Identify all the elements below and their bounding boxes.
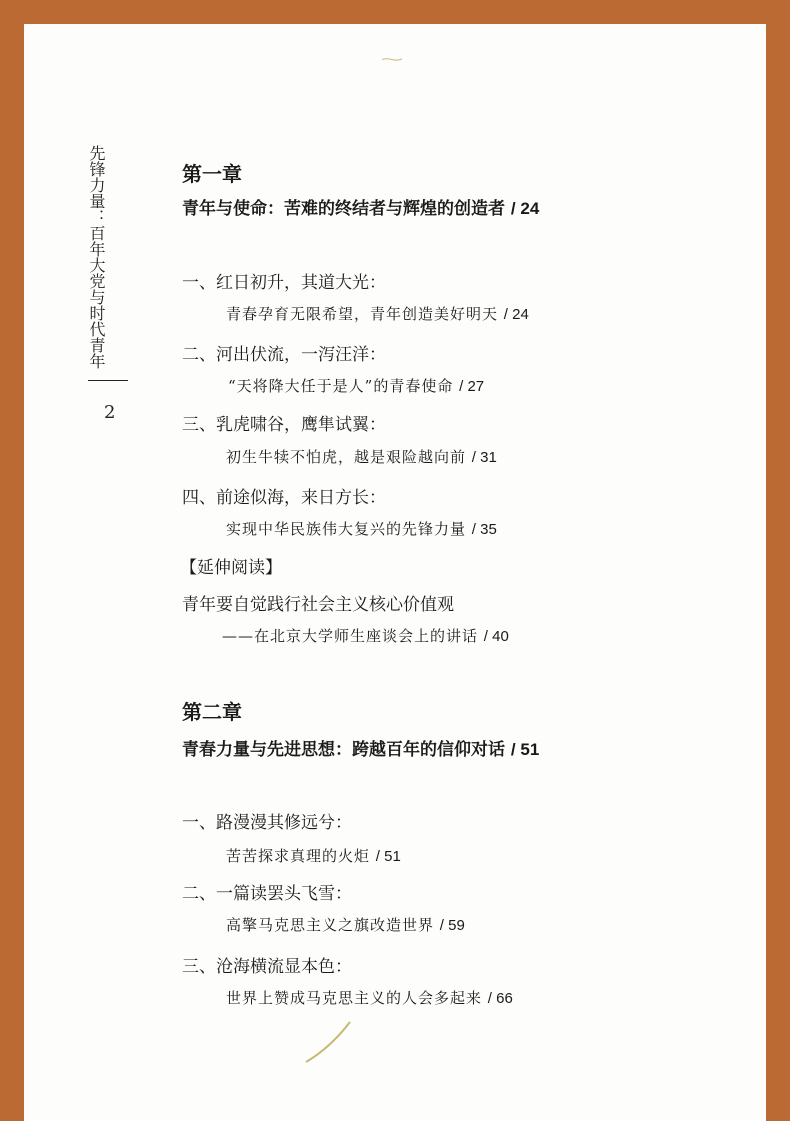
bottom-ornament [300,1018,360,1068]
chapter-1-title [182,194,539,219]
chapter-1-section-4-heading: 四、前途似海，来日方长： [182,488,386,508]
chapter-2-title-text: 青春力量与先进思想：跨越百年的信仰对话 [182,740,505,760]
running-book-title: 先锋力量：百年大党与时代青年 [87,145,106,369]
chapter-1-section-1-heading: 一、红日初升，其道大光： [182,273,386,293]
entry-text: 实现中华民族伟大复兴的先锋力量 [226,520,467,538]
chapter-2-section-1-heading: 一、路漫漫其修远兮： [182,813,352,833]
entry-text: ——在北京大学师生座谈会上的讲话 [222,627,479,645]
book-page [24,24,766,1121]
top-ornament [370,57,414,61]
chapter-2-section-2-entry [226,914,465,935]
chapter-1-section-1-entry [226,303,529,324]
chapter-2-label: 第二章 [182,700,242,724]
entry-text: 世界上赞成马克思主义的人会多起来 [226,989,483,1007]
entry-page: / 40 [483,628,509,645]
entry-text: “天将降大任于是人”的青春使命 [228,377,454,395]
chapter-2-section-2-heading: 二、一篇读罢头飞雪： [182,884,352,904]
entry-page: / 51 [375,848,401,865]
chapter-1-section-4-entry [226,518,497,539]
entry-page: / 59 [439,917,465,934]
page-number: 2 [104,402,116,423]
entry-page: / 66 [487,990,513,1007]
chapter-1-section-2-heading: 二、河出伏流，一泻汪洋： [182,345,386,365]
chapter-1-section-3-entry [226,446,497,467]
extended-reading-entry [222,625,509,646]
entry-text: 初生牛犊不怕虎，越是艰险越向前 [226,448,467,466]
chapter-2-section-3-heading: 三、沧海横流显本色： [182,957,352,977]
entry-text: 苦苦探求真理的火炬 [226,847,371,865]
chapter-2-section-3-entry [226,987,513,1008]
entry-page: / 31 [471,449,497,466]
chapter-1-section-3-heading: 三、乳虎啸谷，鹰隼试翼： [182,415,386,435]
chapter-1-label: 第一章 [182,162,242,186]
chapter-1-title-page: / 24 [510,199,540,218]
side-divider [88,380,128,381]
chapter-2-section-1-entry [226,845,401,866]
chapter-1-title-text: 青年与使命：苦难的终结者与辉煌的创造者 [182,199,505,219]
entry-page: / 27 [459,378,485,395]
entry-text: 高擎马克思主义之旗改造世界 [226,916,435,934]
entry-page: / 35 [471,521,497,538]
entry-text: 青春孕育无限希望，青年创造美好明天 [226,305,499,323]
chapter-1-section-2-entry [228,375,484,396]
extended-reading-title: 青年要自觉践行社会主义核心价值观 [182,595,454,615]
chapter-2-title [182,735,539,760]
chapter-2-title-page: / 51 [510,740,540,759]
extended-reading-label: 【延伸阅读】 [180,558,282,578]
entry-page: / 24 [503,306,529,323]
